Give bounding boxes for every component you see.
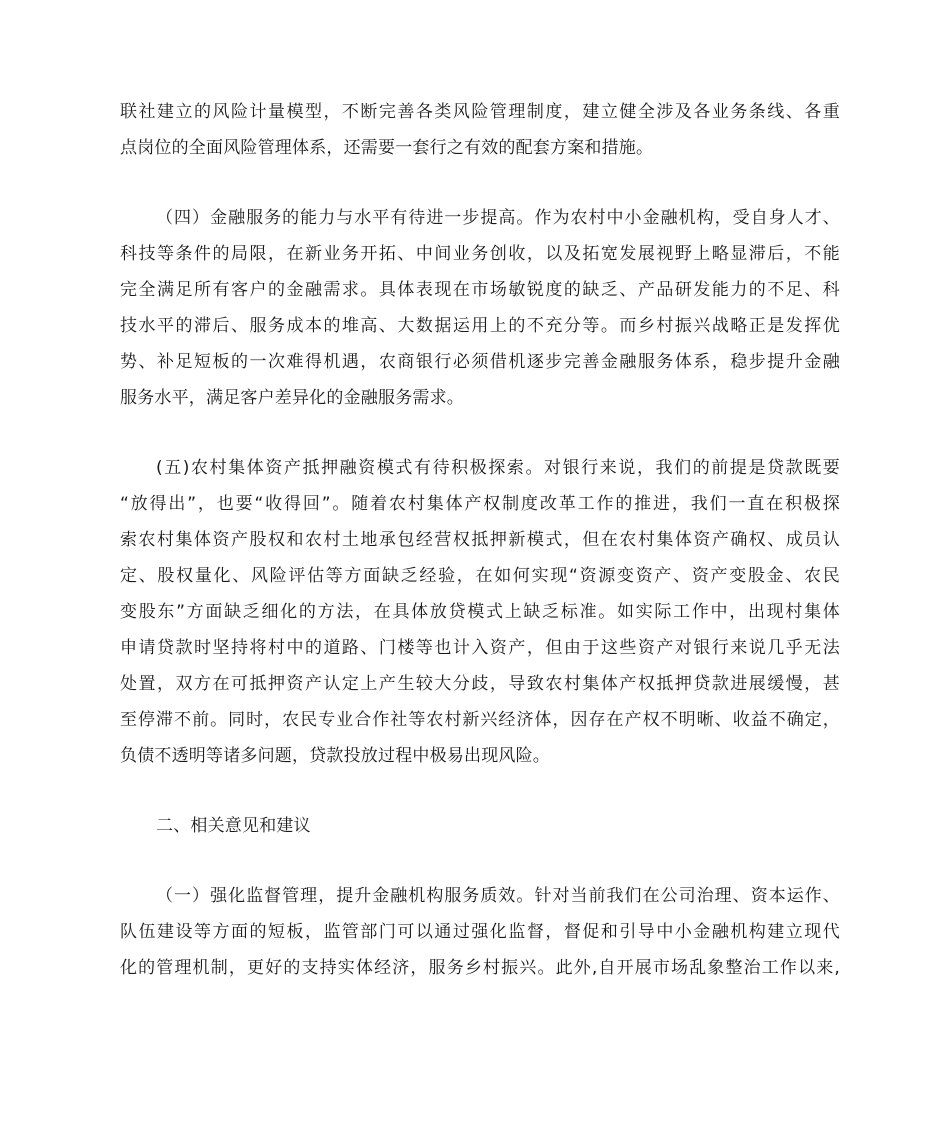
section-heading [120, 808, 840, 844]
text-line: 联社建立的风险计量模型，不断完善各类风险管理制度，建立健全涉及各业务条线、各重 [120, 102, 840, 122]
text-line: 势、补足短板的一次难得机遇，农商银行必须借机逐步完善金融服务体系，稳步提升金融 [120, 352, 840, 372]
text-line: 完全满足所有客户的金融需求。具体表现在市场敏锐度的缺乏、产品研发能力的不足、科 [120, 280, 840, 300]
text-line: （四）金融服务的能力与水平有待进一步提高。作为农村中小金融机构，受自身人才、 [156, 208, 840, 228]
text-line: 队伍建设等方面的短板，监管部门可以通过强化监督，督促和引导中小金融机构建立现代 [120, 922, 840, 942]
text-line: （一）强化监督管理，提升金融机构服务质效。针对当前我们在公司治理、资本运作、 [156, 886, 840, 906]
paragraph-financial-service-capability [120, 200, 840, 416]
paragraph-collective-asset-mortgage [120, 450, 840, 774]
text-line: 处置，双方在可抵押资产认定上产生较大分歧，导致农村集体产权抵押贷款进展缓慢，甚 [120, 674, 840, 694]
text-line: 点岗位的全面风险管理体系，还需要一套行之有效的配套方案和措施。 [120, 138, 654, 158]
text-line: 服务水平，满足客户差异化的金融服务需求。 [120, 388, 464, 408]
section-heading-text: 二、相关意见和建议 [156, 816, 311, 836]
document-page [120, 94, 840, 986]
text-line: 化的管理机制，更好的支持实体经济，服务乡村振兴。此外,自开展市场乱象整治工作以来, [120, 958, 840, 978]
text-line: 索农村集体资产股权和农村土地承包经营权抵押新模式，但在农村集体资产确权、成员认 [120, 530, 840, 550]
text-line: “放得出”，也要“收得回”。随着农村集体产权制度改革工作的推进，我们一直在积极探 [120, 494, 840, 514]
text-line: (五)农村集体资产抵押融资模式有待积极探索。对银行来说，我们的前提是贷款既要 [156, 458, 840, 478]
text-line: 负债不透明等诸多问题，贷款投放过程中极易出现风险。 [120, 746, 550, 766]
text-line: 技水平的滞后、服务成本的堆高、大数据运用上的不充分等。而乡村振兴战略正是发挥优 [120, 316, 840, 336]
text-line: 申请贷款时坚持将村中的道路、门楼等也计入资产，但由于这些资产对银行来说几乎无法 [120, 638, 840, 658]
paragraph-risk-management-continuation [120, 94, 840, 166]
text-line: 科技等条件的局限，在新业务开拓、中间业务创收，以及拓宽发展视野上略显滞后，不能 [120, 244, 840, 264]
text-line: 定、股权量化、风险评估等方面缺乏经验，在如何实现“资源变资产、资产变股金、农民 [120, 566, 840, 586]
text-line: 变股东”方面缺乏细化的方法，在具体放贷模式上缺乏标准。如实际工作中，出现村集体 [120, 602, 840, 622]
text-line: 至停滞不前。同时，农民专业合作社等农村新兴经济体，因存在产权不明晰、收益不确定， [120, 710, 840, 730]
paragraph-strengthen-supervision [120, 878, 840, 986]
